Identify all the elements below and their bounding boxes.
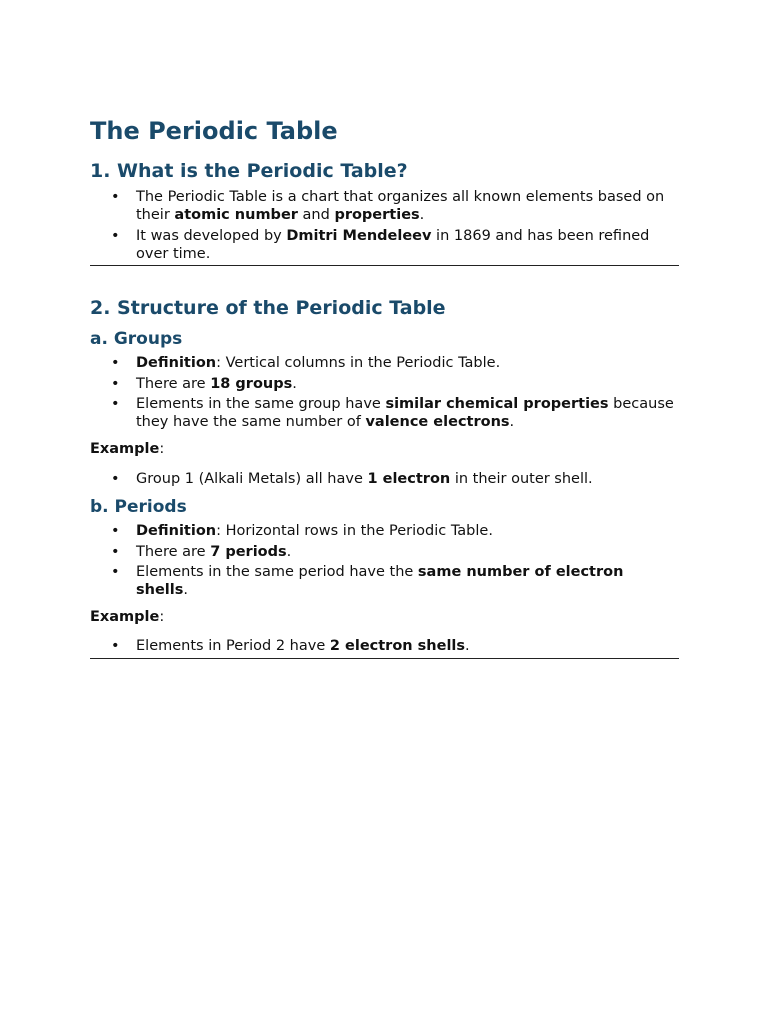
divider xyxy=(90,265,679,266)
list-item: • Elements in the same period have the same number of electron shells. xyxy=(90,563,679,599)
groups-list xyxy=(90,354,679,431)
section-heading-structure: 2. Structure of the Periodic Table xyxy=(90,297,446,319)
list-item: • Definition: Vertical columns in the Periodic Table. xyxy=(90,354,679,372)
divider xyxy=(90,658,679,659)
list-item: • Elements in the same group have similar chemical properties because they have the same number of valence electrons. xyxy=(90,395,679,431)
groups-example-label: Example: xyxy=(90,441,165,457)
list-item: • The Periodic Table is a chart that organizes all known elements based on their atomic number and properties. xyxy=(90,188,679,224)
list-item: • Elements in Period 2 have 2 electron shells. xyxy=(90,637,679,655)
subsection-heading-groups: a. Groups xyxy=(90,329,183,349)
list-item: • There are 7 periods. xyxy=(90,543,679,561)
list-item: • Definition: Horizontal rows in the Periodic Table. xyxy=(90,522,679,540)
subsection-heading-periods: b. Periods xyxy=(90,497,187,517)
document-page xyxy=(90,113,679,659)
periods-example-label: Example: xyxy=(90,609,165,625)
groups-example-list xyxy=(90,470,679,488)
periods-example-list xyxy=(90,637,679,655)
list-item: • It was developed by Dmitri Mendeleev in 1869 and has been refined over time. xyxy=(90,227,679,263)
list-item: • Group 1 (Alkali Metals) all have 1 electron in their outer shell. xyxy=(90,470,679,488)
page-title: The Periodic Table xyxy=(90,117,338,145)
list-item: • There are 18 groups. xyxy=(90,375,679,393)
what-is-list xyxy=(90,188,679,263)
periods-list xyxy=(90,522,679,599)
section-heading-what-is: 1. What is the Periodic Table? xyxy=(90,160,408,182)
